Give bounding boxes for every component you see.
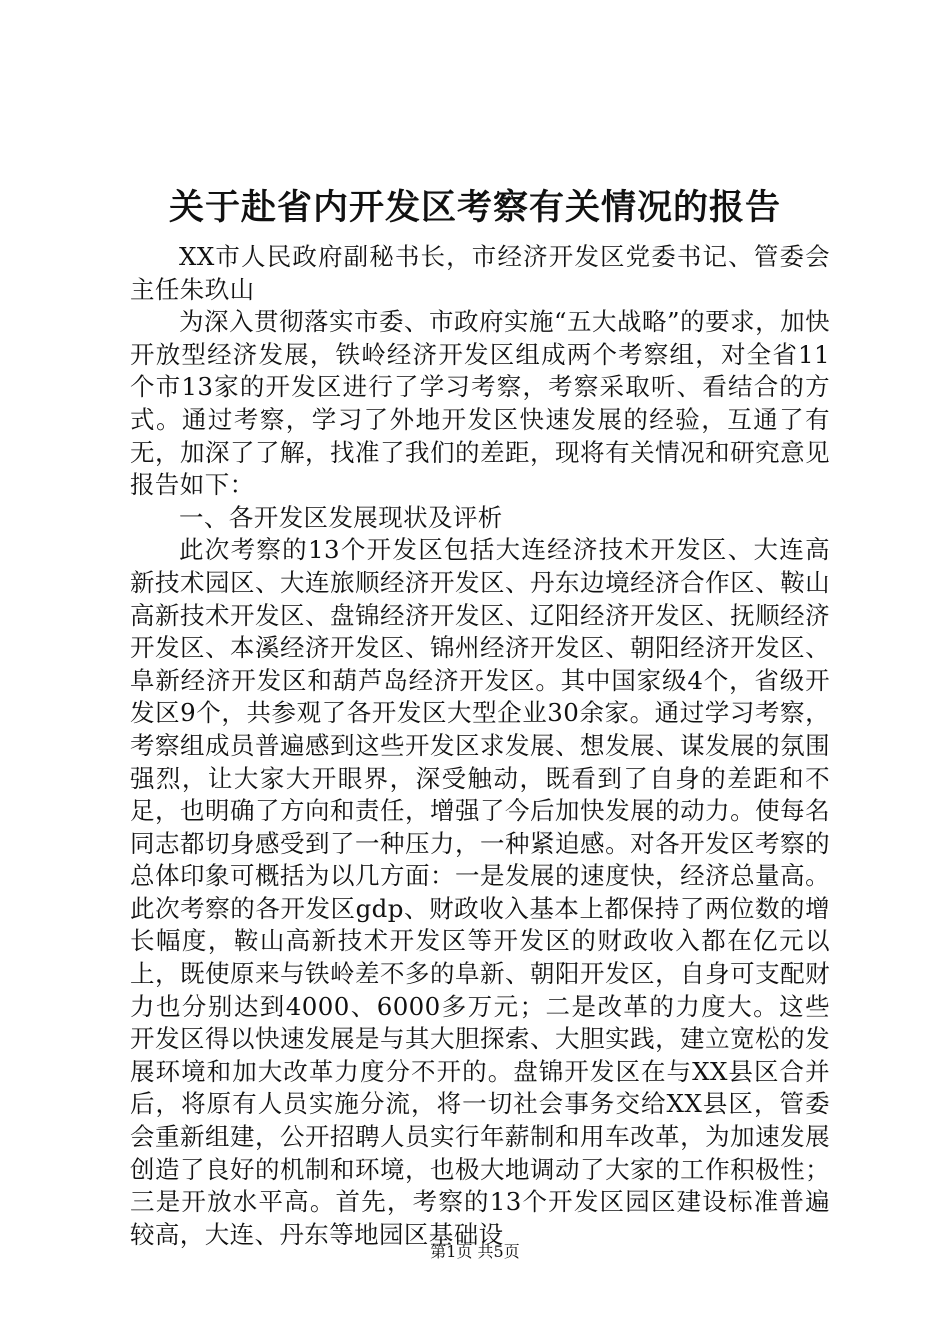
document-body — [130, 241, 830, 1251]
page-footer: 第1页 共5页 — [430, 1242, 520, 1261]
body-paragraph: 此次考察的13个开发区包括大连经济技术开发区、大连高新技术园区、大连旅顺经济开发区、丹东边境经济合作区、鞍山高新技术开发区、盘锦经济开发区、辽阳经济开发区、抚顺经济开发区、本溪经济开发区、锦州经济开发区、朝阳经济开发区、阜新经济开发区和葫芦岛经济开发区。其中国家级4个，省级开发区9个，共参观了各开发区大型企业30余家。通过学习考察，考察组成员普遍感到这些开发区求发展、想发展、谋发展的氛围强烈，让大家大开眼界，深受触动，既看到了自身的差距和不足，也明确了方向和责任，增强了今后加快发展的动力。使每名同志都切身感受到了一种压力，一种紧迫感。对各开发区考察的总体印象可概括为以几方面：一是发展的速度快，经济总量高。此次考察的各开发区gdp、财政收入基本上都保持了两位数的增长幅度，鞍山高新技术开发区等开发区的财政收入都在亿元以上，既使原来与铁岭差不多的阜新、朝阳开发区，自身可支配财力也分别达到4000、6000多万元；二是改革的力度大。这些开发区得以快速发展是与其大胆探索、大胆实践，建立宽松的发展环境和加大改革力度分不开的。盘锦开发区在与XX县区合并后，将原有人员实施分流，将一切社会事务交给XX县区，管委会重新组建，公开招聘人员实行年薪制和用车改革，为加速发展创造了良好的机制和环境，也极大地调动了大家的工作积极性；三是开放水平高。首先，考察的13个开发区园区建设标准普遍较高，大连、丹东等地园区基础设 — [130, 535, 830, 1249]
author-line: XX市人民政府副秘书长，市经济开发区党委书记、管委会主任朱玖山 — [130, 242, 830, 304]
section-heading: 一、各开发区发展现状及评析 — [179, 502, 503, 532]
document-title: 关于赴省内开发区考察有关情况的报告 — [168, 187, 781, 228]
intro-paragraph: 为深入贯彻落实市委、市政府实施“五大战略”的要求，加快开放型经济发展，铁岭经济开发区组成两个考察组，对全省11个市13家的开发区进行了学习考察，考察采取听、看结合的方式。通过考察，学习了外地开发区快速发展的经验，互通了有无，加深了了解，找准了我们的差距，现将有关情况和研究意见报告如下： — [130, 307, 830, 500]
